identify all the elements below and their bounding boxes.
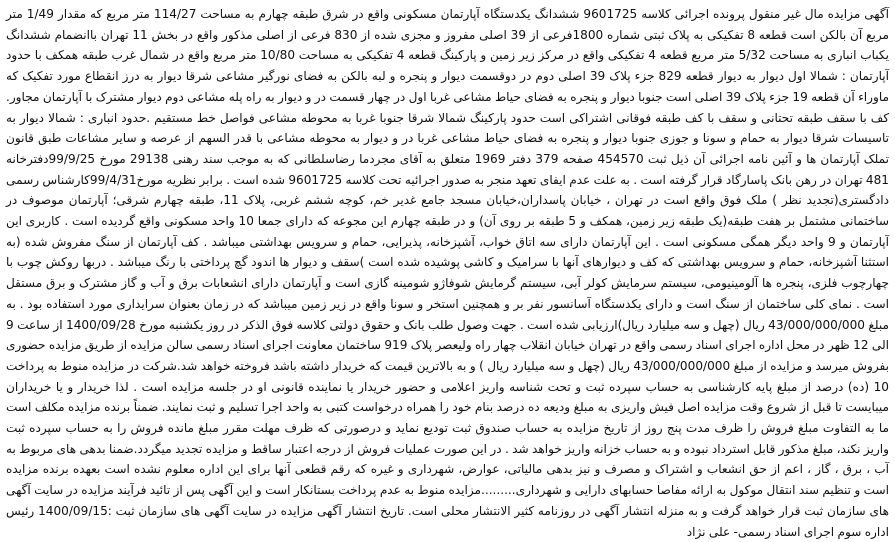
auction-notice-text: آگهی مزایده مال غیر منقول پرونده اجرائی کلاسه 9601725 ششدانگ یکدستگاه آپارتمان مسکونی واقع در شرق طبقه چهارم به مساحت 114/27 متر مربع که مقدار 1/49 متر مربع آن بالکن است قطعه 8 تفکیکی به پلاک ثبتی شماره 1800فرعی از 39 اصلی مفروز و مجزی شده از 830 فرعی از اصلی مذکور واقع در بخش 11 تهران باانضمام ششدانگ یکباب انباری به مساحت 5/32 متر مربع قطعه 4 تفکیکی واقع در مرکز زیر زمین و پارکینگ قطعه 4 تفکیکی به مساحت 10/80 متر مربع واقع در شمال غرب طبقه همکف با حدود آپارتمان : شمالا اول دیوار به دیوار قطعه 829 جزء پلاک 39 اصلی دوم در دوقسمت دیوار و پنجره و لبه بالکن به فضای نورگیر مشاعی شرقا دیوار به درز انقطاع مورد تفکیک که ماوراء آن قطعه 19 جزء پلاک 39 اصلی است جنوبا دیوار و پنجره به فضای حیاط مشاعی غربا اول در چهار قسمت در و دیوار به راه پله مشاعی دوم دیوار مشترک با آپارتمان مجاور. کف با سقف طبقه تحتانی و سقف با کف طبقه فوقانی اشتراکی است حدود پارکینگ شمالا شرقا جنوبا غربا به محوطه مشاعی فواصل خط مستقیم .حدود انباری : شمالا دیوار به تاسیسات شرقا دیوار به حمام و سونا و جوزی جنوبا دیوار و پنجره به فضای حیاط مشاعی غربا در و دیوار به محوطه مشاعی با قدر السهم از عرصه و سایر مشاعات طبق قانون تملک آپارتمان ها و آئین نامه اجرائی آن ذیل ثبت 454570 صفحه 379 دفتر 1969 متعلق به آقای مجردما رضاسلطانی که به موجب سند رهنی 29138 مورخ 99/9/25دفترخانه 481 تهران در رهن بانک پاسارگاد قرار گرفته است . به علت عدم ایفای تعهد منجر به صدور اجرائیه تحت کلاسه 9601725 شده است . برابر نظریه مورخ99/4/31کارشناس رسمی دادگستری(تجدید نظر ) ملک فوق واقع است در تهران ، خیابان پاسداران،خیابان مسجد جامع غدیر خم، کوچه ششم غربی، پلاک 11، طبقه چهارم شرقی؛ آپارتمان موصوف در ساختمانی مشتمل بر هفت طبقه(یک طبقه زیر زمین، همکف و 5 طبقه بر روی آن) و در طبقه چهارم این مجوعه که دارای جمعا 10 واحد مسکونی واقع گردیده است . کاربری این آپارتمان و 9 واحد دیگر همگی مسکونی است . این آپارتمان دارای سه اتاق خواب، آشپزخانه، پذیرایی، حمام و سرویس بهداشتی میباشد . کف آپارتمان از سنگ مفروش شده (به استثنا آشپزخانه، حمام و سرویس بهداشتی که کف و دیوارهای آنها با سرامیک و کاشی پوشیده شده است )سقف و دیوار ها اندود گچ پرداختی با رنگ میباشد . دربها روکش چوب با چهارچوب فلزی، پنجره ها آلومینیومی، سیستم سرمایش کولر آبی، سیستم گرمایش شوفاژو شومینه گازی است و آپارتمان دارای انشعابات برق و آب و گاز مشترک و برق مستقل است . نمای کلی ساختمان از سنگ است و دارای یکدستگاه آسانسور نفر بر و همچنین استخر و سونا واقع در زیر زمین میباشد که در زمان بعنوان سرایداری مورد استفاده بود . به مبلغ 43/000/000/000 ریال (چهل و سه میلیارد ریال)ارزیابی شده است . جهت وصول طلب بانک و حقوق دولتی کلاسه فوق الذکر در روز یکشنبه مورخ 1400/09/28 از ساعت 9 الی 12 ظهر در محل اداره اجرای اسناد رسمی واقع در تهران خیابان انقلاب چهار راه ولیعصر پلاک 919 ساختمان معاونت اجرای اسناد رسمی سالن مزایده از طریق مزایده حضوری بفروش میرسد و مزایده از مبلغ 43/000/000/000 ریال (چهل و سه میلیارد ریال ) و به بالاترین قیمت که خریدار داشته باشد فروخته خواهد شد.شرکت در مزایده منوط به پرداخت 10 (ده) درصد از مبلغ پایه کارشناسی به حساب سپرده ثبت و تحت شناسه واریز اعلامی و حضور خریدار یا نماینده قانونی او در جلسه مزایده است . لذا خریدار و یا خریداران میبایست تا قبل از شروع وقت مزایده اصل فیش واریزی به مبلغ ودیعه ده درصد بنام خود را همراه درخواست کتبی به واحد اجرا تسلیم و ثبت نمایند. ضمناً برنده مزایده مکلف است ما به التفاوت مبلغ فروش را ظرف مدت پنج روز از تاریخ مزایده به حساب صندوق ثبت تودیع نماید و درصورتی که ظرف مهلت مقرر مبلغ مانده فروش را به حساب سپرده ثبت واریز نکند، مبلغ مذکور قابل استرداد نبوده و به حساب خزانه واریز خواهد شد . در این صورت عملیات فروش از درجه اعتبار ساقط و مزایده تجدید میگردد.ضمنا بدهی های مربوط به آب ، برق ، گاز ، اعم از حق انشعاب و اشتراک و مصرف و نیز بدهی مالیاتی، عوارض، شهرداری و غیره که رقم قطعی آنها برای این اداره معلوم نشده است بعهده برنده مزایده است و تنظیم سند انتقال موکول به ارائه مفاصا حسابهای دارایی و شهرداری.........مزایده منوط به عدم پرداخت بستانکار است و این آگهی پس از تائید فرآیند مزایده در سایت آگهی های سازمان ثبت قرار خواهد گرفت و به منزله انتشار آگهی در روزنامه کثیر الانتشار محلی است. تاریخ انتشار آگهی مزایده در سایت آگهی های سازمان ثبت :1400/09/15 رئیس اداره سوم اجرای اسناد رسمی- علی نژاد [6,7,890,539]
